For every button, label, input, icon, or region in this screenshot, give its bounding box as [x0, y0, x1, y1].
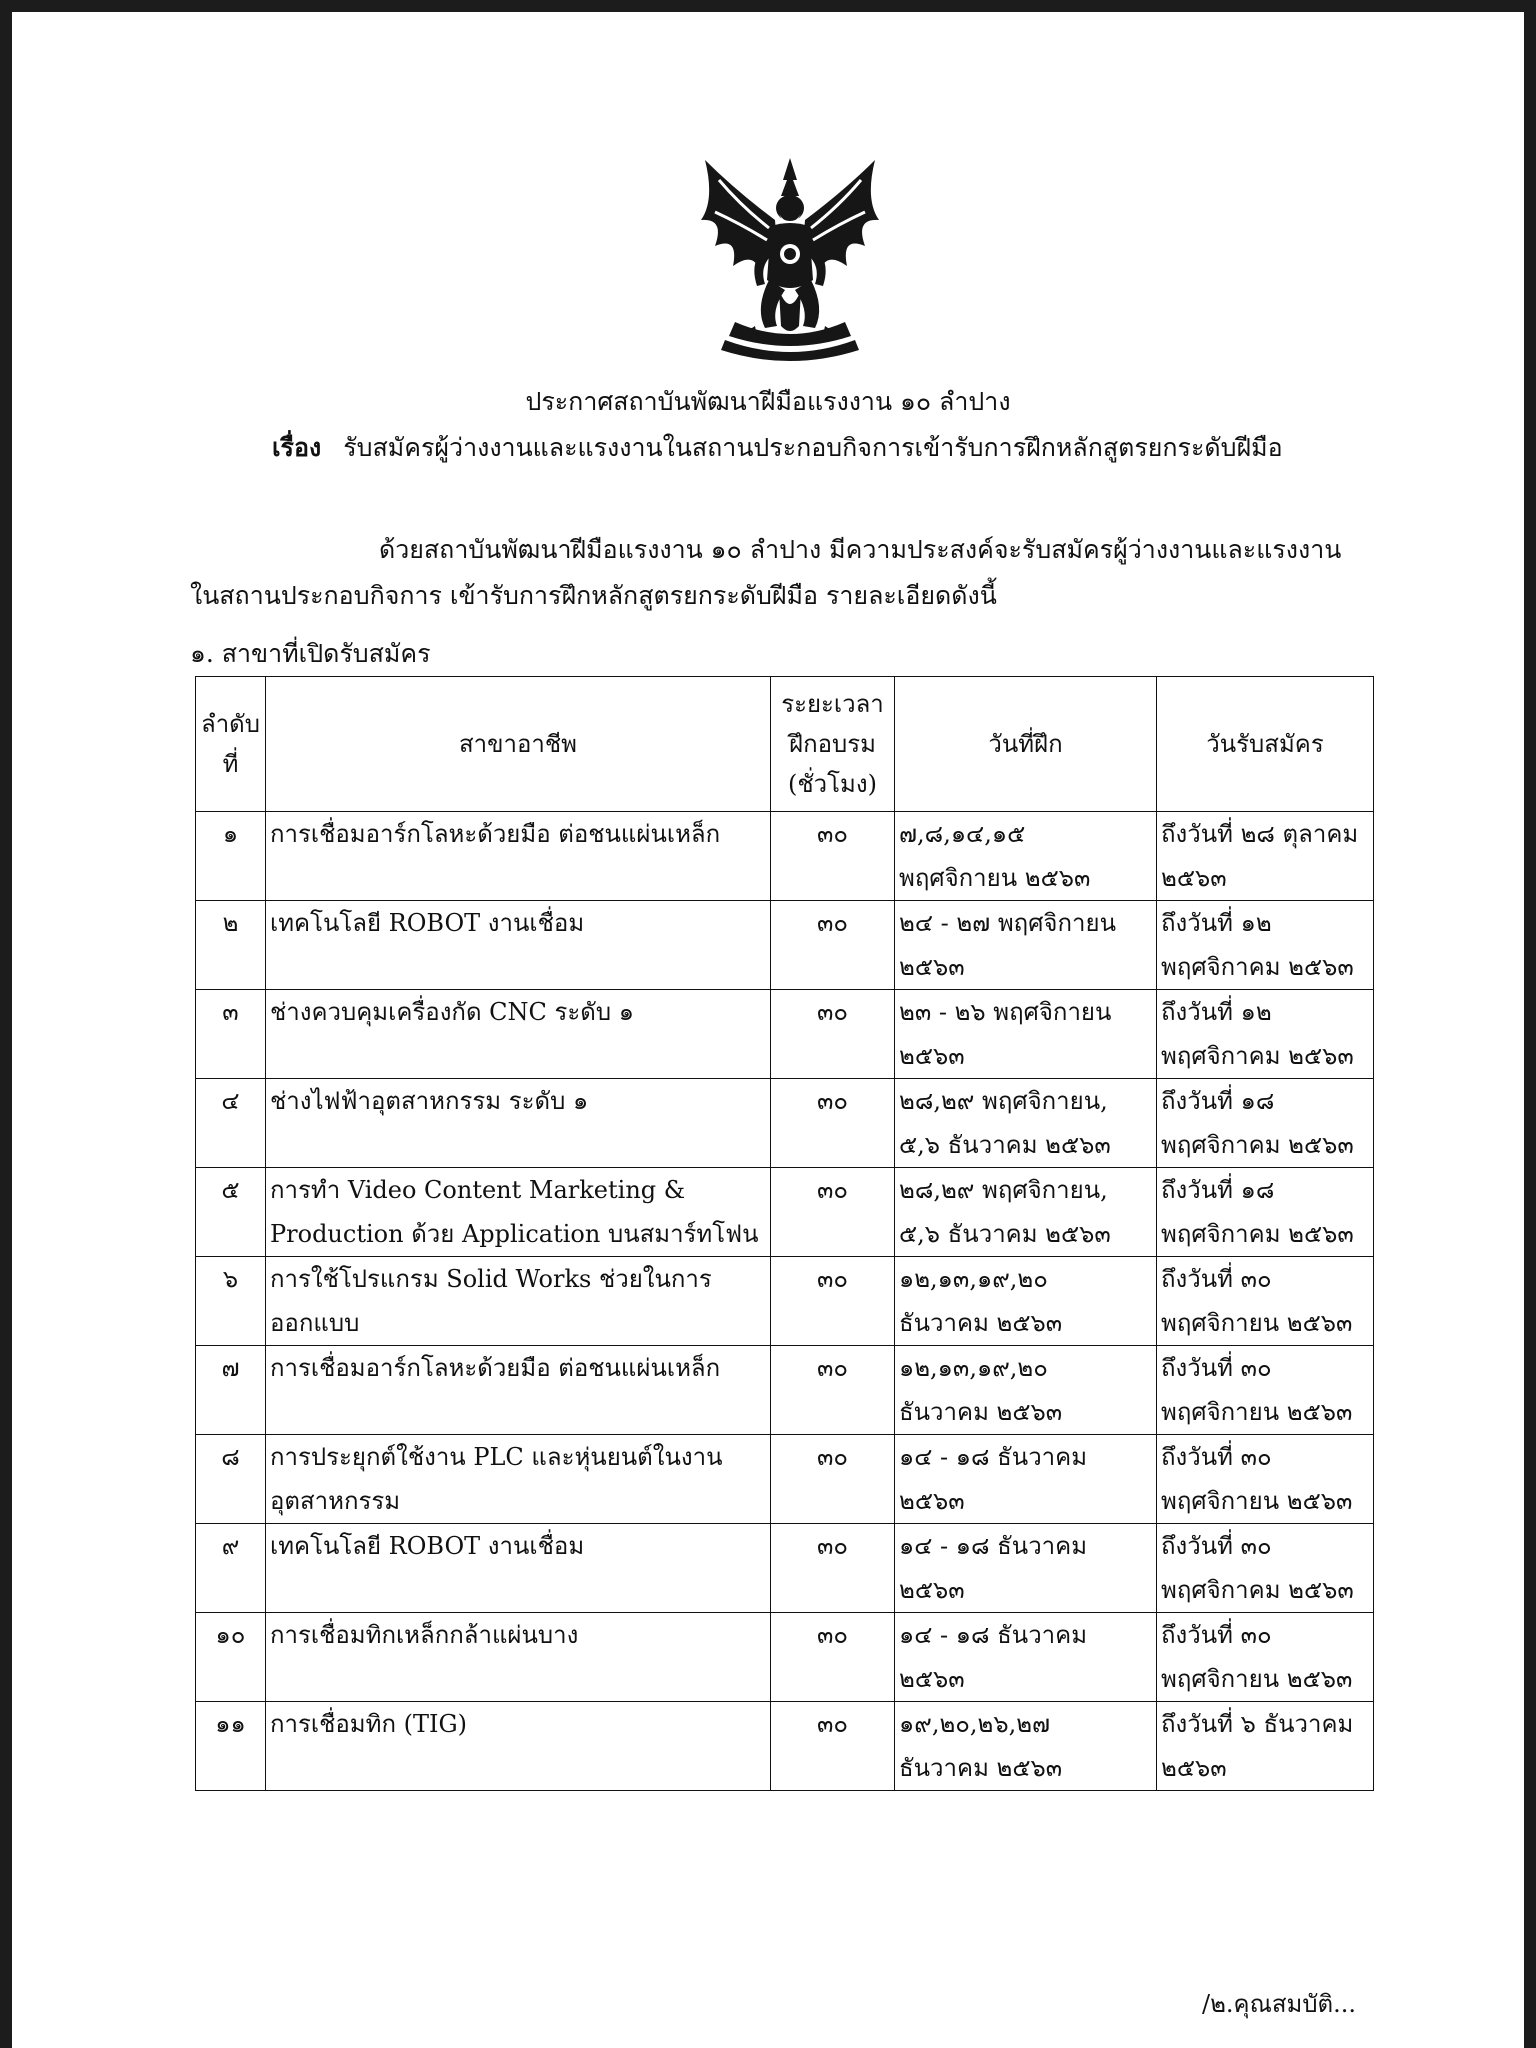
- cell-course-text: เทคโนโลยี ROBOT งานเชื่อม: [270, 909, 585, 937]
- cell-application-dates: [1157, 1435, 1374, 1524]
- garuda-emblem-icon: [695, 150, 885, 370]
- cell-course: [266, 1079, 771, 1168]
- table-row: [196, 1346, 1374, 1435]
- cell-training-dates-text: ๒๕๖๓: [899, 1576, 965, 1604]
- cell-course: [266, 990, 771, 1079]
- cell-training-dates-text: ธันวาคม ๒๕๖๓: [899, 1754, 1063, 1782]
- cell-application-dates-text: ถึงวันที่ ๑๒: [1161, 909, 1272, 937]
- cell-training-dates-text: ๒๘,๒๙ พฤศจิกายน,: [899, 1087, 1108, 1115]
- cell-application-dates-text: ถึงวันที่ ๓๐: [1161, 1532, 1272, 1560]
- cell-course: [266, 1435, 771, 1524]
- cell-application-dates-text: พฤศจิกาคม ๒๕๖๓: [1161, 1576, 1354, 1604]
- cell-training-dates-text: ๒๕๖๓: [899, 1487, 965, 1515]
- continuation-note: /๒.คุณสมบัติ...: [1202, 1990, 1357, 2018]
- cell-training-dates-text: ๑๒,๑๓,๑๙,๒๐: [899, 1265, 1048, 1293]
- cell-course: [266, 1168, 771, 1257]
- cell-number: [196, 1079, 266, 1168]
- cell-number-text: ๕: [221, 1176, 240, 1204]
- cell-training-dates: [895, 1257, 1157, 1346]
- course-table: [195, 676, 1374, 1791]
- cell-hours-text: ๓๐: [816, 1532, 849, 1560]
- announcement-subject: [272, 430, 1283, 466]
- cell-hours: [771, 1346, 895, 1435]
- cell-number-text: ๒: [222, 909, 239, 937]
- table-row: [196, 1702, 1374, 1791]
- cell-application-dates-text: พฤศจิกายน ๒๕๖๓: [1161, 1487, 1353, 1515]
- cell-application-dates-text: ถึงวันที่ ๓๐: [1161, 1621, 1272, 1649]
- cell-training-dates-text: ๒๘,๒๙ พฤศจิกายน,: [899, 1176, 1108, 1204]
- cell-training-dates: [895, 1435, 1157, 1524]
- cell-training-dates: [895, 901, 1157, 990]
- cell-application-dates: [1157, 1079, 1374, 1168]
- cell-application-dates-text: พฤศจิกายน ๒๕๖๓: [1161, 1398, 1353, 1426]
- cell-hours-text: ๓๐: [816, 1443, 849, 1471]
- cell-number: [196, 1257, 266, 1346]
- cell-number-text: ๓: [222, 998, 239, 1026]
- cell-application-dates-text: ถึงวันที่ ๑๘: [1161, 1176, 1275, 1204]
- cell-hours-text: ๓๐: [816, 1087, 849, 1115]
- header-training-dates: วันที่ฝึก: [895, 677, 1157, 812]
- cell-training-dates: [895, 1702, 1157, 1791]
- table-row: [196, 990, 1374, 1079]
- cell-hours-text: ๓๐: [816, 1265, 849, 1293]
- cell-training-dates-text: ๒๓ - ๒๖ พฤศจิกายน: [899, 998, 1112, 1026]
- cell-number-text: ๑๐: [215, 1621, 246, 1649]
- cell-application-dates: [1157, 1702, 1374, 1791]
- cell-hours: [771, 812, 895, 901]
- header-course: สาขาอาชีพ: [266, 677, 771, 812]
- cell-application-dates-text: ถึงวันที่ ๖ ธันวาคม: [1161, 1710, 1354, 1738]
- cell-application-dates-text: พฤศจิกาคม ๒๕๖๓: [1161, 1220, 1354, 1248]
- cell-hours: [771, 1079, 895, 1168]
- cell-training-dates: [895, 1524, 1157, 1613]
- cell-training-dates: [895, 990, 1157, 1079]
- cell-training-dates: [895, 1613, 1157, 1702]
- cell-application-dates-text: ถึงวันที่ ๓๐: [1161, 1354, 1272, 1382]
- intro-line-2: ในสถานประกอบกิจการ เข้ารับการฝึกหลักสูตรยกระดับฝีมือ รายละเอียดดังนี้: [190, 581, 997, 610]
- cell-number: [196, 1435, 266, 1524]
- cell-number: [196, 1613, 266, 1702]
- cell-hours: [771, 1168, 895, 1257]
- cell-application-dates-text: พฤศจิกาคม ๒๕๖๓: [1161, 1042, 1354, 1070]
- cell-course-text: Production ด้วย Application บนสมาร์ทโฟน: [270, 1220, 759, 1248]
- cell-training-dates-text: ๕,๖ ธันวาคม ๒๕๖๓: [899, 1220, 1111, 1248]
- cell-application-dates: [1157, 1257, 1374, 1346]
- header-application-dates: วันรับสมัคร: [1157, 677, 1374, 812]
- cell-application-dates-text: ถึงวันที่ ๓๐: [1161, 1265, 1272, 1293]
- cell-training-dates-text: ๕,๖ ธันวาคม ๒๕๖๓: [899, 1131, 1111, 1159]
- cell-application-dates-text: พฤศจิกาคม ๒๕๖๓: [1161, 953, 1354, 981]
- cell-course-text: เทคโนโลยี ROBOT งานเชื่อม: [270, 1532, 585, 1560]
- cell-training-dates-text: ๒๔ - ๒๗ พฤศจิกายน: [899, 909, 1116, 937]
- cell-course-text: การเชื่อมทิกเหล็กกล้าแผ่นบาง: [270, 1621, 579, 1649]
- table-row: [196, 1524, 1374, 1613]
- cell-hours: [771, 1257, 895, 1346]
- cell-application-dates-text: พฤศจิกาคม ๒๕๖๓: [1161, 1131, 1354, 1159]
- table-row: [196, 1257, 1374, 1346]
- cell-training-dates-text: ๗,๘,๑๔,๑๕: [899, 820, 1026, 848]
- cell-application-dates: [1157, 1168, 1374, 1257]
- cell-course-text: ออกแบบ: [270, 1309, 360, 1337]
- cell-hours: [771, 1702, 895, 1791]
- cell-training-dates: [895, 1168, 1157, 1257]
- cell-number: [196, 1702, 266, 1791]
- cell-number-text: ๔: [221, 1087, 240, 1115]
- cell-course: [266, 1702, 771, 1791]
- cell-application-dates-text: พฤศจิกายน ๒๕๖๓: [1161, 1665, 1353, 1693]
- cell-number: [196, 1524, 266, 1613]
- table-row: [196, 1435, 1374, 1524]
- cell-training-dates-text: ๒๕๖๓: [899, 1042, 965, 1070]
- cell-hours-text: ๓๐: [816, 1710, 849, 1738]
- cell-number: [196, 1168, 266, 1257]
- cell-course-text: การใช้โปรแกรม Solid Works ช่วยในการ: [270, 1265, 712, 1293]
- cell-application-dates: [1157, 1524, 1374, 1613]
- document-sheet: [12, 12, 1524, 2048]
- cell-course-text: การประยุกต์ใช้งาน PLC และหุ่นยนต์ในงาน: [270, 1443, 723, 1471]
- cell-training-dates-text: ๒๕๖๓: [899, 1665, 965, 1693]
- cell-application-dates-text: ถึงวันที่ ๓๐: [1161, 1443, 1272, 1471]
- cell-number-text: ๑: [222, 820, 239, 848]
- cell-application-dates-text: ถึงวันที่ ๒๘ ตุลาคม: [1161, 820, 1359, 848]
- cell-application-dates: [1157, 812, 1374, 901]
- table-row: [196, 1613, 1374, 1702]
- announcement-title: ประกาศสถาบันพัฒนาฝีมือแรงงาน ๑๐ ลำปาง: [525, 387, 1011, 416]
- cell-hours-text: ๓๐: [816, 998, 849, 1026]
- cell-training-dates-text: ๒๕๖๓: [899, 953, 965, 981]
- cell-number-text: ๘: [221, 1443, 240, 1471]
- cell-number: [196, 901, 266, 990]
- header-no: ลำดับ ที่: [196, 677, 266, 812]
- cell-course: [266, 901, 771, 990]
- cell-hours: [771, 1613, 895, 1702]
- table-row: [196, 812, 1374, 901]
- cell-course-text: การเชื่อมทิก (TIG): [270, 1710, 467, 1738]
- cell-training-dates-text: พฤศจิกายน ๒๕๖๓: [899, 864, 1091, 892]
- cell-training-dates-text: ๑๙,๒๐,๒๖,๒๗: [899, 1710, 1051, 1738]
- cell-application-dates-text: พฤศจิกายน ๒๕๖๓: [1161, 1309, 1353, 1337]
- cell-hours: [771, 901, 895, 990]
- cell-course: [266, 812, 771, 901]
- cell-training-dates-text: ๑๒,๑๓,๑๙,๒๐: [899, 1354, 1048, 1382]
- table-row: [196, 1079, 1374, 1168]
- cell-training-dates: [895, 812, 1157, 901]
- cell-training-dates-text: ธันวาคม ๒๕๖๓: [899, 1309, 1063, 1337]
- cell-number-text: ๗: [221, 1354, 240, 1382]
- cell-hours-text: ๓๐: [816, 1176, 849, 1204]
- table-row: [196, 901, 1374, 990]
- cell-application-dates-text: ถึงวันที่ ๑๒: [1161, 998, 1272, 1026]
- cell-course-text: อุตสาหกรรม: [270, 1487, 401, 1515]
- cell-course: [266, 1524, 771, 1613]
- cell-course-text: การเชื่อมอาร์กโลหะด้วยมือ ต่อชนแผ่นเหล็ก: [270, 820, 721, 848]
- cell-number-text: ๙: [221, 1532, 240, 1560]
- table-header-row: [196, 677, 1374, 812]
- cell-hours: [771, 990, 895, 1079]
- cell-course-text: การทำ Video Content Marketing &: [270, 1176, 686, 1204]
- cell-training-dates: [895, 1346, 1157, 1435]
- section-heading: ๑. สาขาที่เปิดรับสมัคร: [190, 639, 431, 668]
- table-row: [196, 1168, 1374, 1257]
- cell-hours: [771, 1435, 895, 1524]
- cell-training-dates-text: ๑๔ - ๑๘ ธันวาคม: [899, 1621, 1088, 1649]
- cell-hours-text: ๓๐: [816, 1354, 849, 1382]
- cell-hours: [771, 1524, 895, 1613]
- subject-text: รับสมัครผู้ว่างงานและแรงงานในสถานประกอบกิจการเข้ารับการฝึกหลักสูตรยกระดับฝีมือ: [343, 433, 1283, 462]
- cell-course: [266, 1346, 771, 1435]
- cell-application-dates-text: ๒๕๖๓: [1161, 864, 1227, 892]
- cell-number-text: ๑๑: [215, 1710, 246, 1738]
- cell-application-dates: [1157, 1613, 1374, 1702]
- header-hours: ระยะเวลา ฝึกอบรม (ชั่วโมง): [771, 677, 895, 812]
- cell-course-text: การเชื่อมอาร์กโลหะด้วยมือ ต่อชนแผ่นเหล็ก: [270, 1354, 721, 1382]
- cell-number: [196, 990, 266, 1079]
- cell-training-dates-text: ๑๔ - ๑๘ ธันวาคม: [899, 1532, 1088, 1560]
- cell-number: [196, 1346, 266, 1435]
- cell-application-dates: [1157, 901, 1374, 990]
- cell-application-dates: [1157, 990, 1374, 1079]
- cell-application-dates-text: ถึงวันที่ ๑๘: [1161, 1087, 1275, 1115]
- cell-course: [266, 1613, 771, 1702]
- intro-line-1: ด้วยสถาบันพัฒนาฝีมือแรงงาน ๑๐ ลำปาง มีความประสงค์จะรับสมัครผู้ว่างงานและแรงงาน: [379, 535, 1342, 564]
- cell-training-dates: [895, 1079, 1157, 1168]
- cell-course-text: ช่างควบคุมเครื่องกัด CNC ระดับ ๑: [270, 998, 634, 1026]
- cell-hours-text: ๓๐: [816, 909, 849, 937]
- cell-course: [266, 1257, 771, 1346]
- cell-training-dates-text: ธันวาคม ๒๕๖๓: [899, 1398, 1063, 1426]
- cell-number-text: ๖: [222, 1265, 239, 1293]
- cell-application-dates: [1157, 1346, 1374, 1435]
- cell-training-dates-text: ๑๔ - ๑๘ ธันวาคม: [899, 1443, 1088, 1471]
- cell-number: [196, 812, 266, 901]
- cell-course-text: ช่างไฟฟ้าอุตสาหกรรม ระดับ ๑: [270, 1087, 589, 1115]
- cell-hours-text: ๓๐: [816, 820, 849, 848]
- cell-application-dates-text: ๒๕๖๓: [1161, 1754, 1227, 1782]
- table-body: [196, 812, 1374, 1791]
- subject-label: เรื่อง: [272, 433, 322, 462]
- cell-hours-text: ๓๐: [816, 1621, 849, 1649]
